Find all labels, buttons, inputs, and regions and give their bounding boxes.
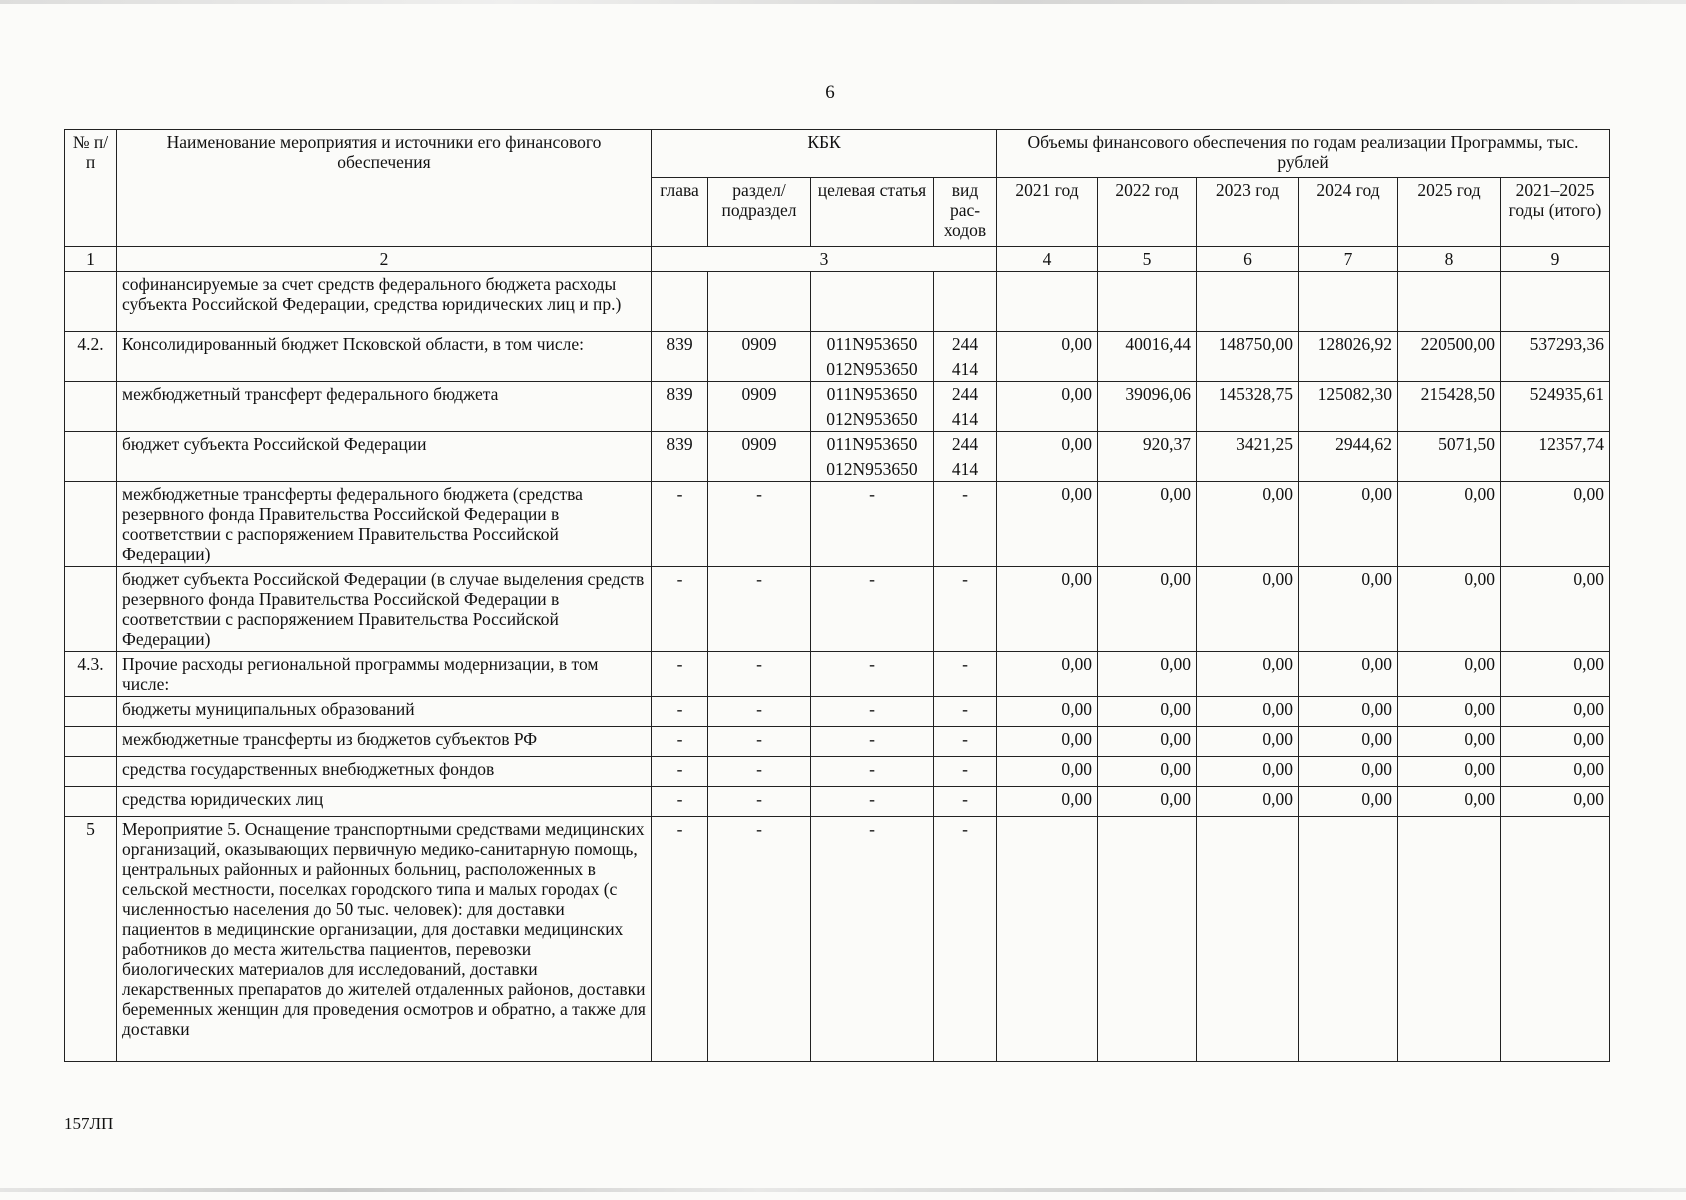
value-2025: 0,00 xyxy=(1398,757,1501,787)
row-number xyxy=(65,432,117,482)
value-2022: 920,37 xyxy=(1098,432,1197,482)
kbk-razdel: 0909 xyxy=(708,432,811,482)
table-row xyxy=(65,787,1610,817)
table-row xyxy=(65,272,1610,332)
kbk-vid-line: 244 xyxy=(951,434,979,454)
row-name: Мероприятие 5. Оснащение транспортными средствами медицинских организаций, оказывающих первичную медико-санитарную помощь, центральных районных и районных больниц, расположенных в сельской местности, поселках городского типа и малых городах (с численностью населения до 50 тыс. человек): для доставки пациентов в медицинские организации, для доставки медицинских работников до места жительства пациентов, перевозки биологических материалов для исследований, доставки лекарственных препаратов до жителей отдаленных районов, доставки беременных женщин для проведения осмотров и обратно, а также для доставки xyxy=(117,817,652,1062)
header-volumes: Объемы финансового обеспечения по годам реализации Программы, тыс. рублей xyxy=(997,130,1610,178)
kbk-vid xyxy=(934,727,997,757)
index-cell: 2 xyxy=(117,247,652,272)
kbk-glava: - xyxy=(652,817,708,1062)
kbk-celevaya xyxy=(811,432,934,482)
kbk-glava: - xyxy=(652,757,708,787)
value-2024: 125082,30 xyxy=(1299,382,1398,432)
kbk-vid-line: - xyxy=(962,789,968,809)
page-number: 6 xyxy=(825,82,835,103)
kbk-glava: - xyxy=(652,727,708,757)
row-number xyxy=(65,382,117,432)
kbk-celevaya-line: - xyxy=(869,759,875,779)
row-number xyxy=(65,757,117,787)
table-row xyxy=(65,332,1610,382)
value-total: 537293,36 xyxy=(1501,332,1610,382)
kbk-celevaya xyxy=(811,757,934,787)
value-2024: 0,00 xyxy=(1299,787,1398,817)
kbk-vid-line: - xyxy=(962,654,968,674)
kbk-vid xyxy=(934,567,997,652)
kbk-celevaya xyxy=(811,332,934,382)
value-2021: 0,00 xyxy=(997,432,1098,482)
kbk-vid-line: - xyxy=(962,484,968,504)
value-total: 0,00 xyxy=(1501,757,1610,787)
kbk-razdel: 0909 xyxy=(708,382,811,432)
kbk-celevaya xyxy=(811,697,934,727)
header-year-2025: 2025 год xyxy=(1398,178,1501,247)
kbk-celevaya-line: 011N953650 xyxy=(826,334,918,354)
kbk-glava: - xyxy=(652,652,708,697)
kbk-vid-line: - xyxy=(962,699,968,719)
kbk-vid xyxy=(934,817,997,1062)
value-2025: 0,00 xyxy=(1398,482,1501,567)
kbk-vid xyxy=(934,652,997,697)
value-2023: 0,00 xyxy=(1197,697,1299,727)
row-number xyxy=(65,482,117,567)
row-name: межбюджетные трансферты федерального бюджета (средства резервного фонда Правительства Российской Федерации в соответствии с распоряжением Правительства Российской Федерации) xyxy=(117,482,652,567)
kbk-glava: - xyxy=(652,482,708,567)
kbk-razdel: - xyxy=(708,652,811,697)
value-2025: 220500,00 xyxy=(1398,332,1501,382)
kbk-vid xyxy=(934,697,997,727)
value-2023: 148750,00 xyxy=(1197,332,1299,382)
kbk-razdel xyxy=(708,272,811,332)
kbk-celevaya-line: - xyxy=(869,569,875,589)
value-2023: 0,00 xyxy=(1197,652,1299,697)
kbk-celevaya-line: - xyxy=(869,699,875,719)
value-2022: 0,00 xyxy=(1098,482,1197,567)
kbk-celevaya xyxy=(811,787,934,817)
value-2022: 0,00 xyxy=(1098,727,1197,757)
header-num: № п/п xyxy=(65,130,117,247)
header-kbk: КБК xyxy=(652,130,997,178)
kbk-celevaya-line: - xyxy=(869,484,875,504)
kbk-razdel: - xyxy=(708,757,811,787)
kbk-vid xyxy=(934,482,997,567)
header-year-2024: 2024 год xyxy=(1299,178,1398,247)
index-cell: 6 xyxy=(1197,247,1299,272)
value-2021: 0,00 xyxy=(997,757,1098,787)
kbk-celevaya xyxy=(811,652,934,697)
header-year-2023: 2023 год xyxy=(1197,178,1299,247)
value-2024: 0,00 xyxy=(1299,697,1398,727)
value-2022: 40016,44 xyxy=(1098,332,1197,382)
row-name: бюджет субъекта Российской Федерации (в случае выделения средств резервного фонда Правительства Российской Федерации в соответствии с распоряжением Правительства Российской Федерации) xyxy=(117,567,652,652)
kbk-razdel: 0909 xyxy=(708,332,811,382)
value-2021: 0,00 xyxy=(997,652,1098,697)
row-name: бюджет субъекта Российской Федерации xyxy=(117,432,652,482)
value-2023 xyxy=(1197,272,1299,332)
index-cell: 3 xyxy=(652,247,997,272)
value-2024 xyxy=(1299,817,1398,1062)
kbk-razdel: - xyxy=(708,817,811,1062)
kbk-vid xyxy=(934,432,997,482)
value-total: 0,00 xyxy=(1501,787,1610,817)
table-row xyxy=(65,727,1610,757)
kbk-razdel: - xyxy=(708,567,811,652)
kbk-vid-line: - xyxy=(962,729,968,749)
row-number xyxy=(65,697,117,727)
kbk-vid-line: - xyxy=(962,759,968,779)
value-2021: 0,00 xyxy=(997,382,1098,432)
value-total xyxy=(1501,817,1610,1062)
index-row xyxy=(65,247,1610,272)
kbk-glava xyxy=(652,272,708,332)
row-name: Консолидированный бюджет Псковской области, в том числе: xyxy=(117,332,652,382)
kbk-vid xyxy=(934,787,997,817)
row-number: 5 xyxy=(65,817,117,1062)
value-2021: 0,00 xyxy=(997,567,1098,652)
value-2023: 0,00 xyxy=(1197,482,1299,567)
kbk-vid-line: 414 xyxy=(951,359,979,379)
value-total: 0,00 xyxy=(1501,727,1610,757)
row-name: софинансируемые за счет средств федерального бюджета расходы субъекта Российской Федерации, средства юридических лиц и пр.) xyxy=(117,272,652,332)
kbk-celevaya-line: 012N953650 xyxy=(826,409,918,429)
kbk-celevaya xyxy=(811,382,934,432)
table-row xyxy=(65,697,1610,727)
table-row xyxy=(65,382,1610,432)
value-2022: 0,00 xyxy=(1098,697,1197,727)
value-2024: 0,00 xyxy=(1299,482,1398,567)
kbk-vid xyxy=(934,382,997,432)
kbk-razdel: - xyxy=(708,787,811,817)
value-total: 524935,61 xyxy=(1501,382,1610,432)
value-2024: 2944,62 xyxy=(1299,432,1398,482)
value-2023 xyxy=(1197,817,1299,1062)
row-number xyxy=(65,272,117,332)
kbk-glava: - xyxy=(652,567,708,652)
kbk-celevaya-line: 012N953650 xyxy=(826,359,918,379)
kbk-vid-line: 414 xyxy=(951,409,979,429)
value-2021: 0,00 xyxy=(997,787,1098,817)
kbk-celevaya-line: - xyxy=(869,789,875,809)
value-2025 xyxy=(1398,272,1501,332)
value-2023: 145328,75 xyxy=(1197,382,1299,432)
row-name: межбюджетные трансферты из бюджетов субъектов РФ xyxy=(117,727,652,757)
kbk-celevaya xyxy=(811,482,934,567)
value-total: 0,00 xyxy=(1501,652,1610,697)
value-2022: 0,00 xyxy=(1098,787,1197,817)
row-name: межбюджетный трансферт федерального бюджета xyxy=(117,382,652,432)
value-2021: 0,00 xyxy=(997,697,1098,727)
value-2025 xyxy=(1398,817,1501,1062)
value-2022: 0,00 xyxy=(1098,652,1197,697)
value-total: 0,00 xyxy=(1501,697,1610,727)
table-row xyxy=(65,757,1610,787)
header-year-2022: 2022 год xyxy=(1098,178,1197,247)
value-2022: 39096,06 xyxy=(1098,382,1197,432)
header-name: Наименование мероприятия и источники его финансового обеспечения xyxy=(117,130,652,247)
budget-table xyxy=(64,129,1610,1062)
table-row xyxy=(65,432,1610,482)
header-celevaya: целевая статья xyxy=(811,178,934,247)
header-vid: вид рас-ходов xyxy=(934,178,997,247)
value-2025: 215428,50 xyxy=(1398,382,1501,432)
header-total: 2021–2025 годы (итого) xyxy=(1501,178,1610,247)
table-row xyxy=(65,482,1610,567)
table-row xyxy=(65,817,1610,1062)
value-2025: 0,00 xyxy=(1398,697,1501,727)
value-2021 xyxy=(997,272,1098,332)
value-total: 12357,74 xyxy=(1501,432,1610,482)
value-2024: 0,00 xyxy=(1299,727,1398,757)
value-2024: 128026,92 xyxy=(1299,332,1398,382)
kbk-celevaya xyxy=(811,727,934,757)
value-2023: 0,00 xyxy=(1197,727,1299,757)
kbk-glava: 839 xyxy=(652,432,708,482)
row-number: 4.2. xyxy=(65,332,117,382)
kbk-celevaya-line: - xyxy=(869,729,875,749)
value-2021: 0,00 xyxy=(997,482,1098,567)
kbk-vid xyxy=(934,272,997,332)
kbk-vid-line: - xyxy=(962,819,968,839)
value-2025: 5071,50 xyxy=(1398,432,1501,482)
value-total: 0,00 xyxy=(1501,482,1610,567)
kbk-razdel: - xyxy=(708,697,811,727)
header-year-2021: 2021 год xyxy=(997,178,1098,247)
row-number xyxy=(65,567,117,652)
kbk-celevaya-line: 011N953650 xyxy=(826,384,918,404)
footer-code: 157ЛП xyxy=(64,1114,114,1133)
kbk-celevaya xyxy=(811,272,934,332)
value-2023: 0,00 xyxy=(1197,757,1299,787)
row-name: бюджеты муниципальных образований xyxy=(117,697,652,727)
kbk-celevaya xyxy=(811,567,934,652)
kbk-celevaya xyxy=(811,817,934,1062)
table-row xyxy=(65,567,1610,652)
index-cell: 7 xyxy=(1299,247,1398,272)
index-cell: 4 xyxy=(997,247,1098,272)
value-2021: 0,00 xyxy=(997,727,1098,757)
value-2025: 0,00 xyxy=(1398,652,1501,697)
value-2025: 0,00 xyxy=(1398,727,1501,757)
kbk-glava: 839 xyxy=(652,382,708,432)
index-cell: 9 xyxy=(1501,247,1610,272)
kbk-glava: 839 xyxy=(652,332,708,382)
scan-edge-bottom xyxy=(0,1188,1686,1192)
value-total xyxy=(1501,272,1610,332)
value-2023: 0,00 xyxy=(1197,787,1299,817)
header-glava: глава xyxy=(652,178,708,247)
index-cell: 1 xyxy=(65,247,117,272)
index-cell: 5 xyxy=(1098,247,1197,272)
row-name: средства государственных внебюджетных фондов xyxy=(117,757,652,787)
value-2024: 0,00 xyxy=(1299,652,1398,697)
kbk-celevaya-line: 011N953650 xyxy=(826,434,918,454)
kbk-celevaya-line: - xyxy=(869,819,875,839)
value-2024 xyxy=(1299,272,1398,332)
value-total: 0,00 xyxy=(1501,567,1610,652)
kbk-glava: - xyxy=(652,787,708,817)
kbk-vid-line: 414 xyxy=(951,459,979,479)
row-name: средства юридических лиц xyxy=(117,787,652,817)
kbk-vid xyxy=(934,332,997,382)
index-cell: 8 xyxy=(1398,247,1501,272)
kbk-vid-line: - xyxy=(962,569,968,589)
row-name: Прочие расходы региональной программы модернизации, в том числе: xyxy=(117,652,652,697)
value-2023: 3421,25 xyxy=(1197,432,1299,482)
kbk-vid-line: 244 xyxy=(951,334,979,354)
scan-edge-top xyxy=(0,0,1686,4)
value-2021 xyxy=(997,817,1098,1062)
kbk-vid-line: 244 xyxy=(951,384,979,404)
value-2022: 0,00 xyxy=(1098,567,1197,652)
value-2025: 0,00 xyxy=(1398,787,1501,817)
kbk-celevaya-line: 012N953650 xyxy=(826,459,918,479)
value-2022 xyxy=(1098,817,1197,1062)
header-razdel: раздел/ подраздел xyxy=(708,178,811,247)
row-number xyxy=(65,727,117,757)
kbk-celevaya-line: - xyxy=(869,654,875,674)
kbk-razdel: - xyxy=(708,727,811,757)
value-2025: 0,00 xyxy=(1398,567,1501,652)
value-2021: 0,00 xyxy=(997,332,1098,382)
value-2022: 0,00 xyxy=(1098,757,1197,787)
value-2024: 0,00 xyxy=(1299,757,1398,787)
row-number: 4.3. xyxy=(65,652,117,697)
kbk-razdel: - xyxy=(708,482,811,567)
value-2024: 0,00 xyxy=(1299,567,1398,652)
table-row xyxy=(65,652,1610,697)
value-2022 xyxy=(1098,272,1197,332)
kbk-glava: - xyxy=(652,697,708,727)
value-2023: 0,00 xyxy=(1197,567,1299,652)
row-number xyxy=(65,787,117,817)
kbk-vid xyxy=(934,757,997,787)
